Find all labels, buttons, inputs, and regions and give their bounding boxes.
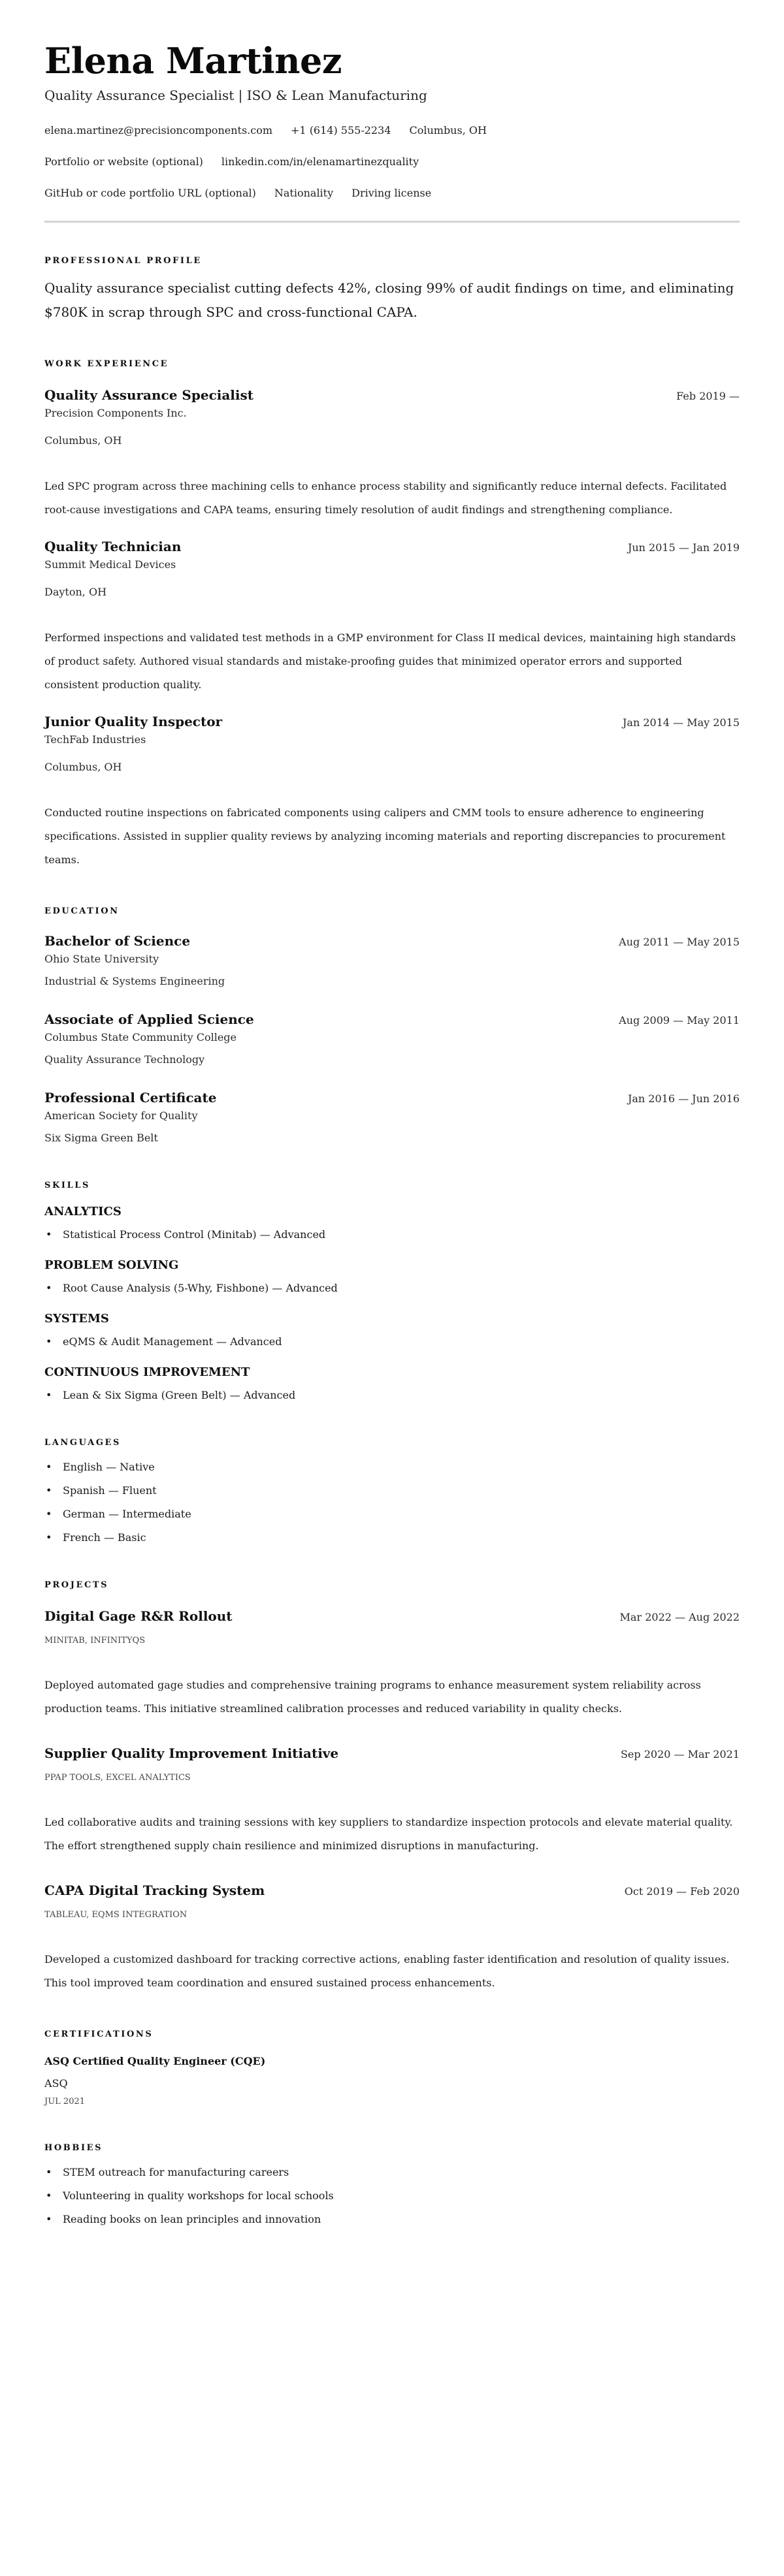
section-projects [44, 1580, 740, 1995]
education-entry [44, 1089, 740, 1146]
section-profile [44, 255, 740, 325]
field-of-study: Six Sigma Green Belt [44, 1132, 158, 1144]
skill-category: CONTINUOUS IMPROVEMENT [44, 1365, 250, 1379]
project-dates: Oct 2019 — Feb 2020 [624, 1885, 740, 1898]
education-dates: Aug 2009 — May 2011 [619, 1014, 740, 1026]
hobby-item: • Reading books on lean principles and innovation [44, 2212, 740, 2227]
resume-header [44, 39, 740, 201]
field-of-study: Quality Assurance Technology [44, 1053, 205, 1066]
job-description: Conducted routine inspections on fabricated components using calipers and CMM tools to ensure adherence to engineering specifications. Assisted in supplier quality reviews by analyzing incoming materials and reporting discrepancies to procurement teams. [44, 806, 726, 866]
degree-title: Bachelor of Science [44, 933, 191, 949]
skill-group [44, 1364, 740, 1403]
skill-item: • Statistical Process Control (Minitab) — Advanced [44, 1227, 740, 1243]
experience-entry [44, 712, 740, 872]
section-languages [44, 1437, 740, 1546]
education-dates: Jan 2016 — Jun 2016 [627, 1092, 740, 1105]
contact-portfolio[interactable]: Portfolio or website (optional) [44, 155, 203, 168]
skill-group [44, 1257, 740, 1296]
contact-driving-license: Driving license [351, 187, 432, 199]
skill-category: ANALYTICS [44, 1205, 122, 1218]
section-title-skills: SKILLS [44, 1181, 91, 1190]
section-hobbies [44, 2142, 740, 2227]
project-name: Supplier Quality Improvement Initiative [44, 1745, 339, 1761]
hobby-item: • Volunteering in quality workshops for local schools [44, 2188, 740, 2204]
language-item: • Spanish — Fluent [44, 1483, 740, 1499]
school-name: Ohio State University [44, 953, 159, 965]
section-certifications [44, 2029, 740, 2108]
project-entry [44, 1881, 740, 1995]
language-item: • English — Native [44, 1459, 740, 1475]
education-entry [44, 932, 740, 989]
section-title-hobbies: HOBBIES [44, 2143, 103, 2153]
education-entry [44, 1010, 740, 1068]
job-title: Quality Assurance Specialist [44, 387, 253, 403]
candidate-headline: Quality Assurance Specialist | ISO & Lean Manufacturing [44, 87, 427, 103]
job-dates: Feb 2019 — [676, 390, 740, 402]
experience-entry [44, 386, 740, 522]
section-title-certifications: CERTIFICATIONS [44, 2029, 154, 2039]
project-name: CAPA Digital Tracking System [44, 1883, 265, 1898]
project-tech-stack: MINITAB, INFINITYQS [44, 1636, 146, 1646]
language-item: • German — Intermediate [44, 1506, 740, 1522]
candidate-name: Elena Martinez [44, 40, 342, 82]
contact-row-extra [44, 185, 740, 201]
contact-linkedin[interactable]: linkedin.com/in/elenamartinezquality [221, 155, 419, 168]
certification-date: JUL 2021 [44, 2097, 86, 2107]
job-description: Performed inspections and validated test methods in a GMP environment for Class II medical devices, maintaining high standards of product safety. Authored visual standards and mistake-proofing guides that minimized operator errors and supported consistent production quality. [44, 631, 736, 691]
skill-item: • eQMS & Audit Management — Advanced [44, 1334, 740, 1350]
project-name: Digital Gage R&R Rollout [44, 1608, 233, 1624]
project-description: Led collaborative audits and training sessions with key suppliers to standardize inspection protocols and elevate material quality. The effort strengthened supply chain resilience and minimized disruptions in manufacturing. [44, 1816, 733, 1852]
project-dates: Sep 2020 — Mar 2021 [620, 1748, 740, 1760]
job-location: Dayton, OH [44, 586, 107, 598]
section-experience [44, 358, 740, 872]
field-of-study: Industrial & Systems Engineering [44, 975, 225, 987]
project-dates: Mar 2022 — Aug 2022 [619, 1611, 740, 1623]
profile-summary: Quality assurance specialist cutting defects 42%, closing 99% of audit findings on time, and eliminating $780K in scrap through SPC and cross-functional CAPA. [44, 280, 734, 320]
school-name: American Society for Quality [44, 1109, 198, 1122]
project-entry [44, 1607, 740, 1721]
job-title: Quality Technician [44, 539, 182, 554]
skill-group [44, 1311, 740, 1350]
school-name: Columbus State Community College [44, 1031, 237, 1043]
contact-github[interactable]: GitHub or code portfolio URL (optional) [44, 187, 256, 199]
section-title-languages: LANGUAGES [44, 1438, 122, 1448]
education-dates: Aug 2011 — May 2015 [619, 936, 740, 948]
hobby-item: • STEM outreach for manufacturing careers [44, 2165, 740, 2180]
project-description: Developed a customized dashboard for tracking corrective actions, enabling faster identification and resolution of quality issues. This tool improved team coordination and ensured sustained process enhancements. [44, 1953, 730, 1989]
contact-location: Columbus, OH [409, 124, 487, 136]
section-education [44, 906, 740, 1146]
skill-category: PROBLEM SOLVING [44, 1258, 179, 1272]
section-skills [44, 1180, 740, 1403]
skill-group [44, 1203, 740, 1243]
degree-title: Associate of Applied Science [44, 1011, 254, 1027]
language-item: • French — Basic [44, 1530, 740, 1546]
section-title-experience: WORK EXPERIENCE [44, 359, 169, 369]
experience-entry [44, 537, 740, 697]
job-company: Summit Medical Devices [44, 558, 176, 571]
certification-issuer: ASQ [44, 2077, 68, 2090]
contact-email[interactable]: elena.martinez@precisioncomponents.com [44, 124, 273, 136]
header-divider [44, 221, 740, 223]
contact-phone[interactable]: +1 (614) 555-2234 [291, 124, 391, 136]
project-entry [44, 1744, 740, 1858]
skill-item: • Lean & Six Sigma (Green Belt) — Advanced [44, 1388, 740, 1403]
certification-name: ASQ Certified Quality Engineer (CQE) [44, 2055, 266, 2067]
job-company: Precision Components Inc. [44, 407, 187, 419]
job-location: Columbus, OH [44, 761, 122, 773]
contact-nationality: Nationality [274, 187, 334, 199]
project-tech-stack: PPAP TOOLS, EXCEL ANALYTICS [44, 1773, 191, 1783]
section-title-projects: PROJECTS [44, 1580, 109, 1590]
job-dates: Jun 2015 — Jan 2019 [627, 541, 740, 554]
skill-item: • Root Cause Analysis (5-Why, Fishbone) — Advanced [44, 1280, 740, 1296]
job-description: Led SPC program across three machining cells to enhance process stability and significantly reduce internal defects. Facilitated root-cause investigations and CAPA teams, ensuring timely resolution of audit findings and strengthening compliance. [44, 480, 727, 516]
certification-entry [44, 2054, 740, 2108]
job-location: Columbus, OH [44, 434, 122, 447]
project-description: Deployed automated gage studies and comprehensive training programs to enhance measurement system reliability across production teams. This initiative streamlined calibration processes and reduced variability in quality checks. [44, 1679, 701, 1715]
contact-row-primary [44, 123, 740, 138]
project-tech-stack: TABLEAU, EQMS INTEGRATION [44, 1910, 188, 1920]
job-title: Junior Quality Inspector [44, 714, 223, 729]
contact-row-links [44, 154, 740, 170]
job-company: TechFab Industries [44, 733, 146, 746]
skill-category: SYSTEMS [44, 1312, 109, 1326]
job-dates: Jan 2014 — May 2015 [623, 716, 740, 729]
section-title-profile: PROFESSIONAL PROFILE [44, 256, 202, 266]
section-title-education: EDUCATION [44, 906, 120, 916]
degree-title: Professional Certificate [44, 1090, 217, 1105]
